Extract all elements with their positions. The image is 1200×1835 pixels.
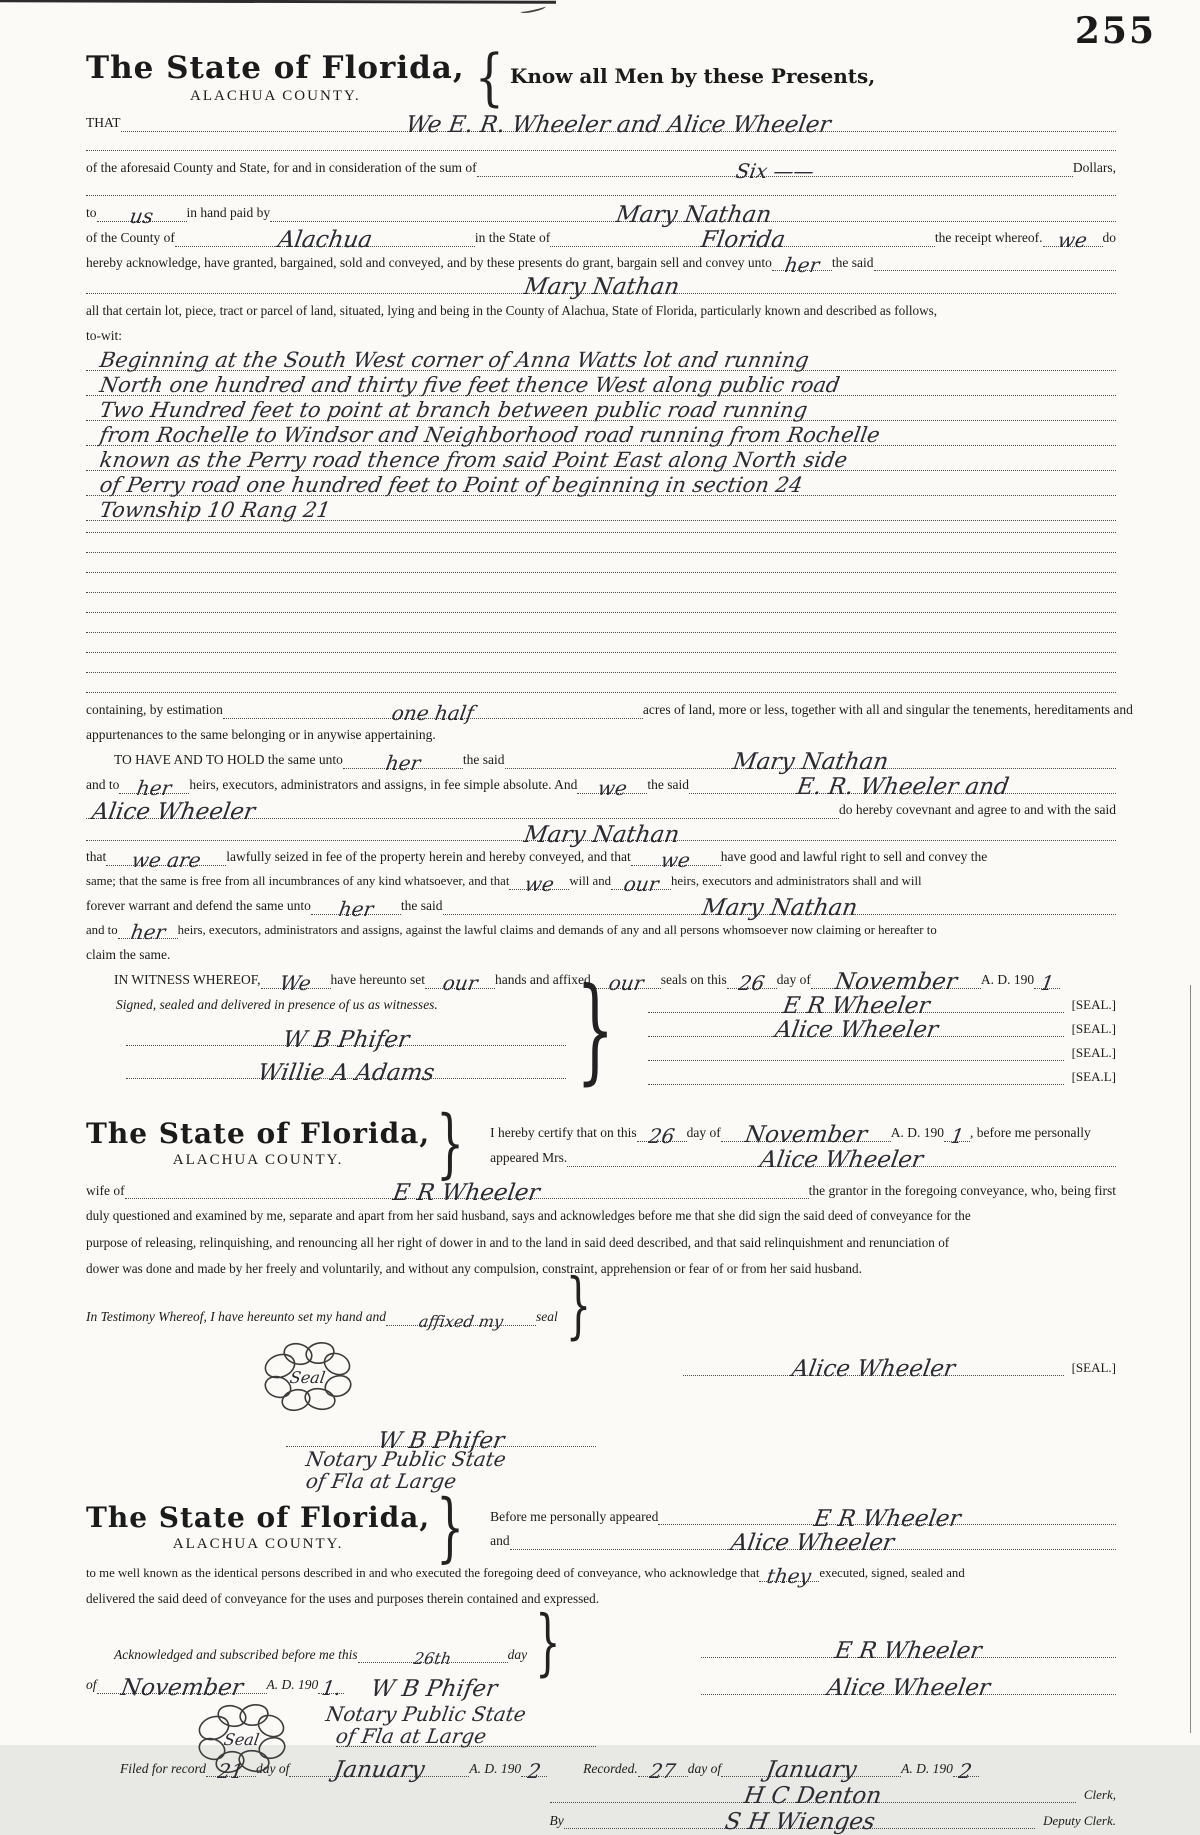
in-state-label: in the State of (474, 229, 551, 245)
state-title: The State of Florida, (86, 1500, 431, 1534)
dotted-fill (223, 700, 643, 725)
claim-same-text: claim the same. (86, 947, 171, 963)
brace-icon: } (576, 964, 615, 1098)
county-subtitle: ALACHUA COUNTY. (172, 1151, 344, 1168)
appeared-label: appeared Mrs. (490, 1149, 568, 1165)
covenant-text: do hereby covevnant and agree to and with the said (838, 801, 1116, 817)
dotted-fill (443, 895, 1116, 922)
dower-signature-area (663, 1334, 1116, 1491)
dotted-fill (97, 203, 187, 228)
handwritten-recorded-day: 27 (648, 1758, 678, 1783)
acres-text: acres of land, more or less, together with all and singular the tenements, hereditaments and (642, 702, 1133, 718)
dotted-fill (648, 993, 1063, 1020)
handwritten-signature: Alice Wheeler (825, 1675, 993, 1702)
handwritten-clerk-signature: H C Denton (742, 1783, 884, 1810)
grantee-line (86, 274, 1116, 301)
dotted-fill (358, 1649, 508, 1669)
dotted-fill (689, 773, 1116, 800)
dotted-fill (727, 970, 777, 995)
handwritten-month: November (118, 1674, 245, 1701)
description-ruled-line (86, 472, 1116, 496)
certify-label: I hereby certify that on this (490, 1124, 637, 1140)
dotted-fill (425, 970, 495, 995)
seal-row (648, 1069, 1116, 1085)
state-title: The State of Florida, (86, 50, 465, 86)
dotted-fill (261, 970, 331, 995)
blank-ruled-line (86, 602, 1116, 613)
dotted-fill (567, 1146, 1116, 1173)
handwritten-signature: E R Wheeler (780, 993, 932, 1020)
the-said-label: the said (831, 254, 874, 270)
header-title-block (86, 50, 465, 105)
dotted-fill (86, 798, 839, 825)
do-label: do (1102, 229, 1116, 245)
brace-icon: } (436, 1484, 465, 1572)
handwritten-state: Florida (698, 226, 787, 253)
county-state-line (86, 226, 1116, 253)
handwritten-grantee: Mary Nathan (699, 895, 859, 922)
by-label: By (549, 1812, 564, 1828)
handwritten-year-digit: 1. (319, 1676, 343, 1701)
blank-ruled-line (86, 542, 1116, 553)
dotted-fill (509, 871, 569, 896)
dower-paragraph: purpose of releasing, relinquishing, and renouncing all her right of dower in and to the land in said deed described, and that said relinquishment and renunciation of (86, 1234, 950, 1250)
seal-row (683, 1356, 1116, 1383)
dotted-fill (874, 270, 1116, 271)
before-me-label: , before me personally (970, 1124, 1091, 1140)
handwritten-her: her (128, 920, 167, 945)
seal-word-label: seal (535, 1309, 558, 1325)
that-label: THAT (86, 115, 121, 130)
handwritten-they: they (765, 1563, 814, 1588)
incumbrances-text: same; that the same is free from all incumbrances of any kind whatsoever, and that (86, 874, 510, 889)
day-of-label: day of (687, 1760, 722, 1776)
blank-ruled-line (86, 562, 1116, 573)
testimony-label: In Testimony Whereof, I have hereunto set my hand and (86, 1309, 386, 1325)
ad-label: A. D. 190 (980, 971, 1035, 987)
seal-row (701, 1638, 1116, 1665)
handwritten-year-digit: 2 (525, 1758, 543, 1783)
dotted-fill (311, 897, 401, 922)
dotted-fill (86, 821, 1116, 848)
claims-text: heirs, executors, administrators and assigns, against the lawful claims and demands of any and all persons whomsoever now claiming or hereafter to (177, 923, 937, 938)
seal-label: [SEAL.] (1071, 1020, 1116, 1036)
receipt-label: the receipt whereof. (934, 229, 1043, 245)
clerk-row (550, 1783, 1117, 1810)
handwritten-notary: W B Phifer (376, 1427, 507, 1454)
notary-signature-line (286, 1418, 596, 1454)
dotted-fill (648, 1084, 1063, 1085)
scan-edge-line (1190, 985, 1191, 1733)
handwritten-signature: Alice Wheeler (772, 1017, 940, 1044)
handwritten-signature: Alice Wheeler (789, 1356, 957, 1383)
seal-row (648, 1045, 1116, 1061)
wife-of-line (86, 1179, 1116, 1206)
warrant-line (86, 895, 1116, 922)
recorded-label: Recorded. (583, 1760, 638, 1776)
county-subtitle: ALACHUA COUNTY. (172, 1535, 344, 1552)
handwritten-we: we (596, 775, 629, 800)
handwritten-we: We (278, 970, 313, 995)
dotted-fill (811, 969, 981, 996)
dotted-fill (721, 1757, 901, 1784)
grantors-line (86, 112, 1116, 139)
dotted-fill (1034, 970, 1060, 995)
handwritten-grantors: We E. R. Wheeler and Alice Wheeler (404, 112, 833, 139)
certify-block (468, 1117, 1116, 1175)
dotted-fill (658, 1505, 1116, 1532)
handwritten-signature: E R Wheeler (833, 1638, 984, 1665)
dotted-fill (175, 226, 475, 253)
towit-label: to-wit: (86, 328, 122, 344)
scan-artifact-mark (520, 3, 547, 14)
handwritten-her: her (383, 750, 422, 775)
handwritten-notary-title1: Notary Public State (324, 1702, 528, 1727)
ad-label: A. D. 190 (901, 1760, 953, 1776)
handwritten-we: we (659, 848, 693, 873)
dotted-fill (550, 1783, 1076, 1810)
tohave-label: TO HAVE AND TO HOLD the same unto (114, 751, 343, 767)
appurtenances-line (86, 727, 1116, 744)
dotted-fill (721, 1121, 891, 1148)
handwritten-her: her (336, 897, 375, 922)
dotted-fill (505, 749, 1117, 776)
dotted-fill (118, 920, 178, 945)
dotted-fill (550, 226, 935, 253)
handwritten-recorded-month: January (764, 1757, 859, 1784)
seals-on-label: seals on this (660, 971, 727, 987)
handwritten-witness1: W B Phifer (281, 1026, 412, 1053)
delivered-text: delivered the said deed of conveyance for the uses and purposes therein contained and expressed. (86, 1591, 600, 1607)
appeared-block (468, 1501, 1116, 1559)
seal-label: [SEAL.] (1071, 996, 1116, 1012)
dotted-fill (1043, 228, 1103, 253)
day-of-label: day of (776, 971, 811, 987)
blank-ruled-line (86, 642, 1116, 653)
brace-icon: { (474, 40, 504, 114)
executed-text: executed, signed, sealed and (819, 1566, 965, 1581)
handwritten-description: Two Hundred feet to point at branch between public road running (98, 398, 810, 423)
clerk-label: Clerk, (1083, 1786, 1116, 1802)
of-county-label: of the County of (86, 229, 175, 245)
handwritten-description: North one hundred and thirty five feet thence West along public road (98, 373, 842, 398)
blank-ruled-line (86, 682, 1116, 693)
handwritten-grantors: E. R. Wheeler and (794, 773, 1011, 800)
dotted-fill (270, 201, 1116, 228)
dotted-fill (631, 848, 721, 873)
before-me-line (490, 1505, 1116, 1532)
description-ruled-line (86, 497, 1116, 521)
towit-line (86, 328, 1116, 345)
day-of-label: day of (686, 1124, 721, 1140)
dotted-fill (289, 1757, 469, 1784)
dotted-fill (521, 1758, 547, 1783)
dotted-fill (953, 1758, 979, 1783)
before-me-label: Before me personally appeared (490, 1508, 659, 1524)
handwritten-description: known as the Perry road thence from said Point East along North side (98, 448, 850, 473)
dotted-fill (97, 1674, 267, 1701)
heirs-text: heirs, executors, administrators and assigns, in fee simple absolute. And (189, 776, 578, 792)
notary-title (306, 1447, 663, 1469)
dotted-fill (477, 158, 1073, 183)
handwritten-grantee: Mary Nathan (521, 274, 681, 301)
handwritten-affixed: affixed my (417, 1311, 505, 1331)
notary-signature-area (86, 1334, 663, 1491)
dotted-fill (386, 1311, 536, 1331)
blank-ruled-line (86, 185, 1116, 196)
presents-heading: Know all Men by these Presents, (509, 64, 876, 88)
dotted-fill (772, 253, 832, 278)
parcel-intro: all that certain lot, piece, tract or parcel of land, situated, lying and being in the County of Alachua, State of Florida, particularly known and described as follows, (86, 303, 938, 319)
day-of-label: day of (255, 1760, 290, 1776)
scan-artifact-line (0, 0, 556, 4)
witness-signature-line (126, 1059, 566, 1086)
notary-acknowledgment-area (86, 1602, 673, 1750)
to-label: to (86, 204, 97, 220)
handwritten-day: 26 (647, 1123, 677, 1148)
grantor-text: the grantor in the foregoing conveyance, who, being first (808, 1182, 1116, 1198)
county-subtitle: ALACHUA COUNTY. (190, 88, 361, 104)
in-hand-label: in hand paid by (186, 204, 271, 220)
that-label: that (86, 849, 107, 865)
handwritten-our: our (440, 970, 480, 995)
dotted-fill (119, 775, 189, 800)
dotted-fill (648, 1017, 1063, 1044)
blank-ruled-line (86, 522, 1116, 533)
dotted-fill (944, 1123, 970, 1148)
appeared-line (490, 1146, 1116, 1173)
blank-ruled-line (86, 662, 1116, 673)
deputy-clerk-row (549, 1809, 1117, 1835)
hereunto-label: have hereunto set (330, 971, 426, 987)
warrant-text: forever warrant and defend the same unto (86, 898, 311, 914)
containing-line (86, 700, 1133, 725)
dotted-fill (701, 1675, 1116, 1702)
seal-label: [SEA.L] (1071, 1068, 1116, 1084)
notary-title (324, 1702, 673, 1727)
handwritten-description: Township 10 Rang 21 (98, 498, 333, 523)
witness-note: Signed, sealed and delivered in presence of us as witnesses. (116, 996, 438, 1012)
handwritten-us: us (128, 203, 155, 228)
filed-recorded-row (86, 1757, 1116, 1784)
appurtenances-text: appurtenances to the same belonging or in anywise appertaining. (86, 727, 436, 743)
dotted-fill (125, 1179, 809, 1206)
handwritten-our: our (606, 970, 645, 995)
dotted-fill (106, 848, 226, 873)
description-ruled-line (86, 372, 1116, 396)
handwritten-description: Beginning at the South West corner of Anna Watts lot and running (98, 348, 811, 373)
state-title: The State of Florida, (86, 1116, 431, 1150)
handwritten-filed-month: January (332, 1757, 427, 1784)
seal-label: [SEAL.] (1071, 1359, 1116, 1375)
notary-title (306, 1469, 663, 1491)
handwritten-husband: E R Wheeler (391, 1179, 542, 1206)
well-known-line (86, 1563, 1116, 1588)
and-to-label: and to (86, 923, 118, 938)
consideration-line (86, 158, 1116, 183)
handwritten-year-digit: 2 (957, 1758, 975, 1783)
grantee-line (86, 821, 1116, 848)
blank-ruled-line (86, 622, 1116, 633)
handwritten-grantee: Mary Nathan (521, 821, 681, 848)
handwritten-notary-title1: Notary Public State (304, 1446, 508, 1471)
brace-icon: } (535, 1602, 561, 1685)
seal-label: [SEAL.] (1071, 1044, 1116, 1060)
grantor-ack-header (86, 1484, 1116, 1572)
dower-paragraph: duly questioned and examined by me, separate and apart from her said husband, says and acknowledges before me that she did sign the said deed of conveyance for the (86, 1208, 971, 1224)
document-header (86, 40, 1116, 114)
grantor-signatures-column (614, 993, 1116, 1093)
dotted-fill (637, 1123, 687, 1148)
acknowledge-text: hereby acknowledge, have granted, bargained, sold and conveyed, and by these presents do grant, bargain sell and convey unto (86, 254, 772, 270)
heirs-text: heirs, executors and administrators shall and will (671, 874, 922, 889)
seal-row (648, 993, 1116, 1020)
dotted-fill (318, 1676, 344, 1701)
dotted-fill (577, 775, 647, 800)
and-label: and (490, 1533, 510, 1549)
acknowledge-line (86, 253, 1116, 278)
handwritten-notary-title2: of Fla at Large (304, 1468, 459, 1493)
description-ruled-line (86, 422, 1116, 446)
witness-signature-line (126, 1026, 566, 1053)
description-ruled-line (86, 397, 1116, 421)
dotted-fill (564, 1809, 1035, 1835)
handwritten-description: of Perry road one hundred feet to Point of beginning in section 24 (98, 473, 805, 498)
paid-by-line (86, 201, 1116, 228)
handwritten-description: from Rochelle to Windsor and Neighborhood road running from Rochelle (98, 423, 882, 448)
handwritten-month: November (743, 1121, 869, 1148)
notary-block (86, 1334, 1116, 1491)
handwritten-her: her (135, 775, 174, 800)
handwritten-seal-word: Seal (288, 1367, 327, 1387)
handwritten-we-are: we are (130, 848, 203, 873)
handwritten-county: Alachua (276, 226, 375, 253)
blank-ruled-line (86, 140, 1116, 151)
consideration-label: of the aforesaid County and State, for and in consideration of the sum of (86, 159, 477, 175)
seized-line (86, 848, 1116, 873)
handwritten-our: our (621, 871, 661, 896)
acknowledged-block (86, 1602, 1116, 1750)
handwritten-seal-word: Seal (222, 1730, 261, 1750)
notary-title (336, 1724, 596, 1747)
well-known-text: to me well known as the identical persons described in and who executed the foregoing deed of conveyance, who acknowledge that (86, 1566, 760, 1581)
handwritten-year-digit: 1 (1038, 970, 1056, 995)
handwritten-we: we (1056, 228, 1089, 253)
the-said-label: the said (647, 776, 690, 792)
page-number: 255 (1074, 10, 1156, 52)
handwritten-notary: W B Phifer (369, 1675, 500, 1702)
header-title-block (86, 1501, 430, 1553)
wife-of-label: wife of (86, 1182, 125, 1198)
header-title-block (86, 1117, 430, 1169)
seized-text: lawfully seized in fee of the property herein and hereby conveyed, and that (226, 849, 631, 865)
dotted-fill (701, 1638, 1116, 1665)
dotted-fill (759, 1563, 819, 1588)
dollars-label: Dollars, (1072, 159, 1116, 175)
the-said-label: the said (400, 898, 443, 914)
dotted-fill (648, 1060, 1063, 1061)
handwritten-payer: Mary Nathan (613, 201, 773, 228)
dotted-fill (683, 1356, 1064, 1383)
dower-paragraph: dower was done and made by her freely and voluntarily, and without any compulsion, constraint, apprehension or fear of or from her said husband. (86, 1260, 862, 1276)
filed-label: Filed for record (120, 1760, 206, 1776)
month-year-line (86, 1674, 673, 1702)
handwritten-name: E R Wheeler (812, 1505, 963, 1532)
day-label: day (507, 1646, 528, 1662)
containing-label: containing, by estimation (86, 702, 223, 718)
and-line (490, 1530, 1116, 1557)
ad-label: A. D. 190 (266, 1677, 319, 1693)
handwritten-filed-day: 21 (216, 1758, 246, 1783)
hands-label: hands and affixed (495, 971, 591, 987)
ad-label: A. D. 190 (469, 1760, 522, 1776)
notary-seal-area (86, 1702, 673, 1750)
handwritten-notary-title2: of Fla at Large (334, 1724, 489, 1749)
blank-ruled-line (86, 582, 1116, 593)
description-ruled-line (86, 347, 1116, 371)
notary-seal-icon (256, 1336, 360, 1420)
good-right-text: have good and lawful right to sell and convey the (720, 849, 988, 865)
dotted-fill (611, 871, 671, 896)
heirs-line (86, 773, 1116, 800)
handwritten-day: 26 (737, 970, 767, 995)
dotted-fill (86, 274, 1116, 301)
dotted-fill (343, 750, 463, 775)
tohave-line (86, 749, 1116, 776)
handwritten-alice: Alice Wheeler (90, 798, 257, 825)
brace-icon: } (565, 1264, 592, 1348)
and-to-label: and to (86, 776, 120, 792)
seal-row (701, 1675, 1116, 1702)
claims-line (86, 920, 1116, 945)
handwritten-witness2: Willie A Adams (255, 1059, 437, 1086)
dotted-fill (638, 1758, 688, 1783)
handwritten-year-digit: 1 (948, 1123, 966, 1148)
handwritten-deputy-signature: S H Wienges (722, 1809, 877, 1835)
handwritten-alice: Alice Wheeler (758, 1146, 926, 1173)
deputy-clerk-label: Deputy Clerk. (1043, 1812, 1116, 1828)
dotted-fill (121, 112, 1117, 139)
incumbrances-line (86, 871, 1116, 896)
spacer (344, 1675, 524, 1702)
handwritten-sum: Six —— (733, 158, 816, 183)
will-and-label: will and (569, 874, 612, 889)
handwritten-month: November (833, 969, 959, 996)
grantor-ack-signatures (673, 1623, 1116, 1746)
handwritten-estimate: one half (390, 700, 476, 725)
handwritten-we: we (523, 871, 556, 896)
witnesses-column (86, 997, 570, 1093)
description-ruled-line (86, 447, 1116, 471)
handwritten-her: her (782, 253, 821, 278)
handwritten-name: Alice Wheeler (729, 1530, 897, 1557)
ad-label: A. D. 190 (890, 1124, 945, 1140)
of-label: of (86, 1677, 97, 1693)
dotted-fill (510, 1530, 1116, 1557)
seal-row (648, 1017, 1116, 1044)
covenant-line (86, 798, 1116, 825)
handwritten-ack-day: 26th (412, 1649, 453, 1669)
handwritten-grantee: Mary Nathan (730, 749, 890, 776)
brace-icon: } (436, 1100, 465, 1188)
claim-same-line (86, 947, 1116, 964)
the-said-label: the said (462, 751, 505, 767)
acknowledged-label: Acknowledged and subscribed before me this (114, 1646, 358, 1662)
witness-whereof-label: IN WITNESS WHEREOF, (114, 971, 261, 987)
